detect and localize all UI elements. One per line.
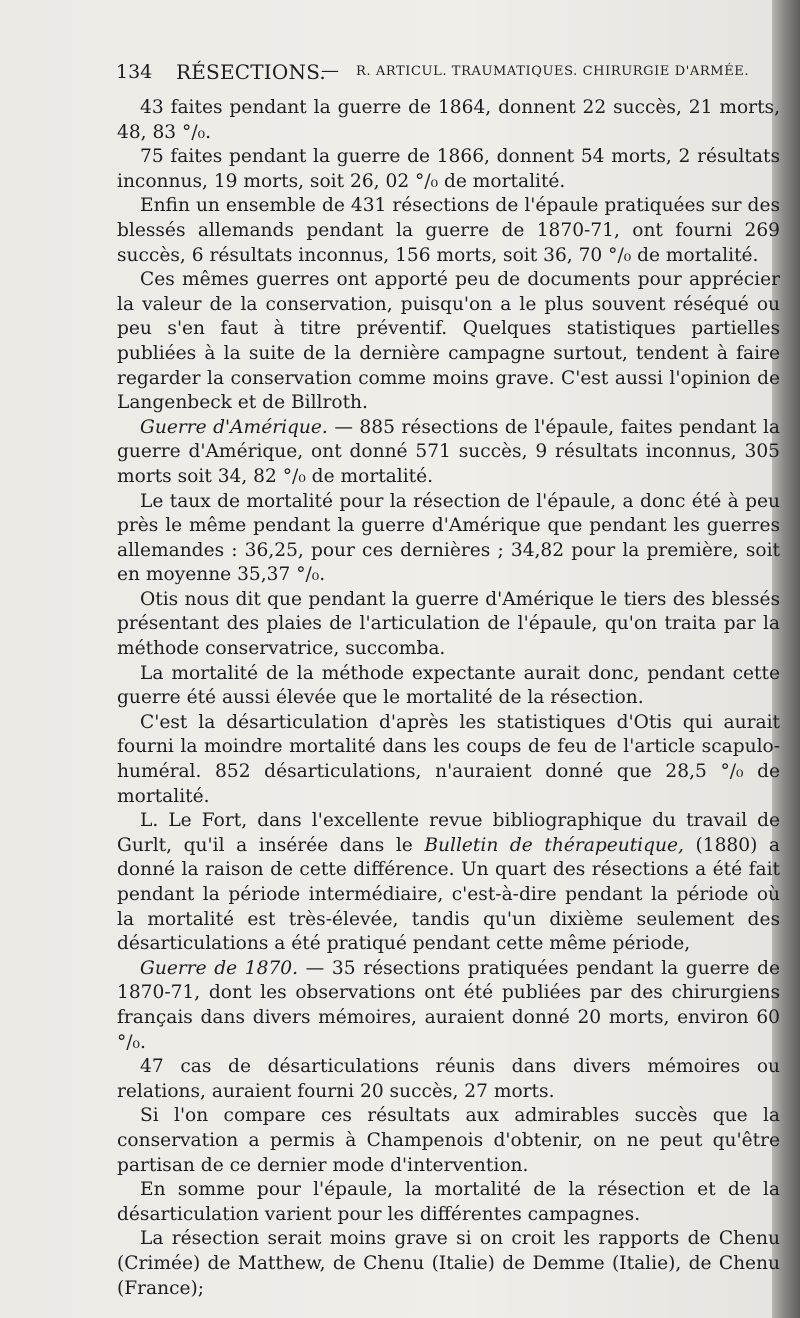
paragraph: Otis nous dit que pendant la guerre d'Amérique le tiers des blessés présentant des plaies de l'articulation de l'épaule, qu'on traita par la méthode conservatrice, succomba. — [117, 588, 780, 660]
section-paragraph-1870: Guerre de 1870. — 35 résections pratiquées pendant la guerre de 1870-71, dont les observations ont été publiées par des chirurgiens français dans divers mémoires, auraient donné 20 morts, environ 60 °/₀. — [117, 957, 780, 1053]
paragraph: Ces mêmes guerres ont apporté peu de documents pour apprécier la valeur de la conservation, puisqu'on a le plus souvent réséqué ou peu s'en faut à titre préventif. Quelques statistiques partielles publiées à la suite de la dernière campagne surtout, tendent à faire regarder la conservation comme moins grave. C'est aussi l'opinion de Langenbeck et de Billroth. — [117, 269, 780, 414]
paragraph: En somme pour l'épaule, la mortalité de la résection et de la désarticulation varient pour les différentes campagnes. — [117, 1179, 780, 1225]
section-heading-america: Guerre d'Amérique. — [140, 416, 328, 438]
paragraph: La mortalité de la méthode expectante aurait donc, pendant cette guerre été aussi élevée que le mortalité de la résection. — [117, 662, 780, 709]
paragraph: Le taux de mortalité pour la résection de l'épaule, a donc été à peu près le même pendant la guerre d'Amérique que pendant les guerres allemandes : 36,25, pour ces dernières ; 34,82 pour la première, soit en moyenne 35,37 °/₀. — [117, 490, 780, 586]
section-heading-1870: Guerre de 1870. — [140, 957, 299, 979]
paragraph: 43 faites pendant la guerre de 1864, donnent 22 succès, 21 morts, 48, 83 °/₀. — [117, 97, 780, 143]
paragraph: La résection serait moins grave si on croit les rapports de Chenu (Crimée) de Matthew, de Chenu (Italie) de Demme (Italie), de Chenu (France); — [117, 1228, 780, 1299]
running-header — [116, 58, 750, 88]
paragraph: L. Le Fort, dans l'excellente revue bibliographique du travail de Gurlt, qu'il a insérée dans le Bulletin de thérapeutique, (1880) a donné la raison de cette différence. Un quart des résections a été fait pendant la période intermédiaire, c'est-à-dire pendant la période où la mortalité est très-élevée, tandis qu'un dixième seulement des désarticulations a été pratiqué pendant cette même période, — [117, 810, 780, 955]
page-body — [117, 96, 780, 1301]
header-title: RÉSECTIONS. — [176, 60, 326, 84]
section-paragraph-america: Guerre d'Amérique. — 885 résections de l'épaule, faites pendant la guerre d'Amérique, ont donné 571 succès, 9 résultats inconnus, 305 morts soit 34, 82 °/₀ de mortalité. — [117, 416, 780, 487]
journal-title: Bulletin de thérapeutique, — [424, 834, 684, 856]
paragraph: 75 faites pendant la guerre de 1866, donnent 54 morts, 2 résultats inconnus, 19 morts, soit 26, 02 °/₀ de mortalité. — [117, 146, 780, 192]
paragraph: C'est la désarticulation d'après les statistiques d'Otis qui aurait fourni la moindre mortalité dans les coups de feu de l'article scapulo-huméral. 852 désarticulations, n'auraient donné que 28,5 °/₀ de mortalité. — [117, 711, 780, 807]
paragraph: 47 cas de désarticulations réunis dans divers mémoires ou relations, auraient fourni 20 succès, 27 morts. — [117, 1056, 780, 1102]
paragraph: Si l'on compare ces résultats aux admirables succès que la conservation a permis à Champenois d'obtenir, on ne peut qu'être partisan de ce dernier mode d'intervention. — [117, 1105, 780, 1176]
page-number: 134 — [116, 61, 153, 83]
paragraph: Enfin un ensemble de 431 résections de l'épaule pratiquées sur des blessés allemands pendant la guerre de 1870-71, ont fourni 269 succès, 6 résultats inconnus, 156 morts, soit 36, 70 °/₀ de mortalité. — [117, 195, 780, 266]
header-subtitle: R. ARTICUL. TRAUMATIQUES. CHIRURGIE D'ARMÉE. — [356, 64, 750, 79]
header-dash: — — [321, 60, 339, 81]
